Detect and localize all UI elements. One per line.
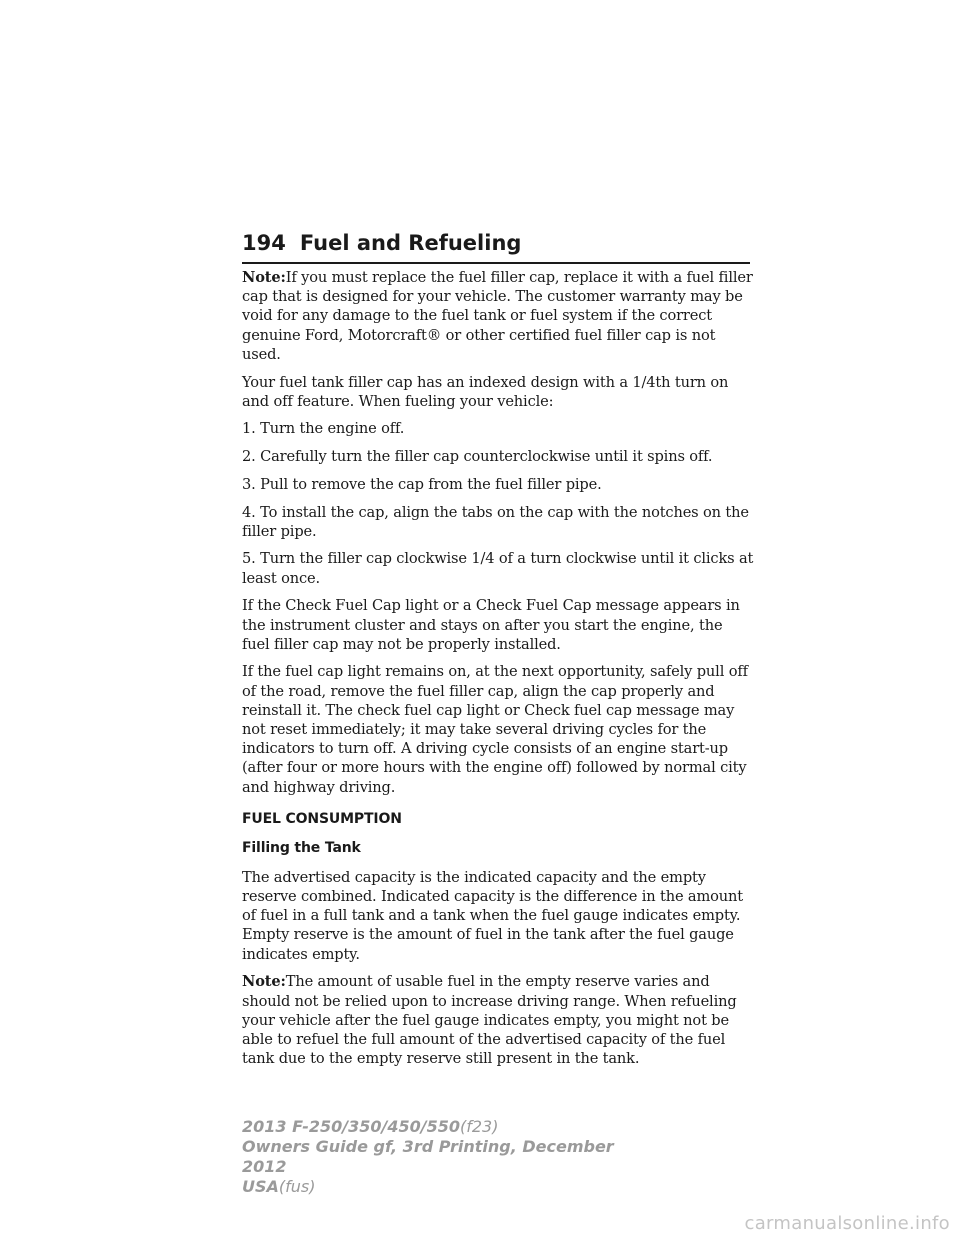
note-paragraph-2 bbox=[242, 972, 754, 1068]
page-header bbox=[242, 228, 750, 264]
watermark: carmanualsonline.info bbox=[744, 1213, 950, 1234]
section-title: Fuel and Refueling bbox=[299, 231, 522, 255]
step-5: 5. Turn the filler cap clockwise 1/4 of a turn clockwise until it clicks at least once. bbox=[242, 550, 754, 587]
fuel-cap-light-paragraph: If the fuel cap light remains on, at the next opportunity, safely pull off of the road, remove the fuel filler cap, align the cap properly and reinstall it. The check fuel cap light or Check fuel cap message may not reset immediately; it may take several driving cycles for the indicators to turn off. A driving cycle consists of an engine start-up (after four or more hours with the engine off) followed by normal city and highway driving. bbox=[242, 663, 748, 796]
footer-model: 2013 F-250/350/450/550 bbox=[242, 1117, 460, 1136]
note-label: Note: bbox=[242, 269, 286, 286]
heading-fuel-consumption: FUEL CONSUMPTION bbox=[242, 810, 402, 827]
intro-paragraph: Your fuel tank filler cap has an indexed design with a 1/4th turn on and off feature. When fueling your vehicle: bbox=[242, 373, 729, 410]
footer-line-1 bbox=[242, 1117, 662, 1137]
footer-region-code: (fus) bbox=[278, 1177, 316, 1196]
footer-line-3 bbox=[242, 1177, 662, 1197]
page-number: 194 bbox=[242, 231, 286, 255]
footer-region: USA bbox=[242, 1177, 279, 1196]
check-fuel-cap-paragraph: If the Check Fuel Cap light or a Check Fuel Cap message appears in the instrument cluster and stays on after you start the engine, the fuel filler cap may not be properly installed. bbox=[242, 597, 740, 653]
step-1: 1. Turn the engine off. bbox=[242, 420, 405, 438]
page-footer bbox=[242, 1117, 662, 1197]
step-2: 2. Carefully turn the filler cap counterclockwise until it spins off. bbox=[242, 448, 713, 466]
note-paragraph bbox=[242, 268, 754, 364]
footer-model-code: (f23) bbox=[460, 1117, 499, 1136]
note-label-2: Note: bbox=[242, 973, 286, 991]
step-4: 4. To install the cap, align the tabs on the cap with the notches on the filler pipe. bbox=[242, 503, 749, 540]
note-text-2: The amount of usable fuel in the empty reserve varies and should not be relied upon to increase driving range. When refueling your vehicle after the fuel gauge indicates empty, you might not be able to refuel the full amount of the advertised capacity of the fuel tank due to the empty reserve still present in the tank. bbox=[242, 973, 737, 1068]
capacity-paragraph: The advertised capacity is the indicated capacity and the empty reserve combined. Indicated capacity is the difference in the amount of fuel in a full tank and a tank when the fuel gauge indicates empty. Empty reserve is the amount of fuel in the tank after the fuel gauge indicates empty. bbox=[242, 868, 744, 963]
page-content bbox=[242, 268, 754, 1077]
note-text: If you must replace the fuel filler cap, replace it with a fuel filler cap that is designed for your vehicle. The customer warranty may be void for any damage to the fuel tank or fuel system if the correct genuine Ford, Motorcraft® or other certified fuel filler cap is not used. bbox=[242, 269, 753, 363]
footer-line-2: Owners Guide gf, 3rd Printing, December 2012 bbox=[242, 1137, 614, 1176]
step-3: 3. Pull to remove the cap from the fuel filler pipe. bbox=[242, 475, 602, 493]
heading-filling-the-tank: Filling the Tank bbox=[242, 839, 361, 856]
